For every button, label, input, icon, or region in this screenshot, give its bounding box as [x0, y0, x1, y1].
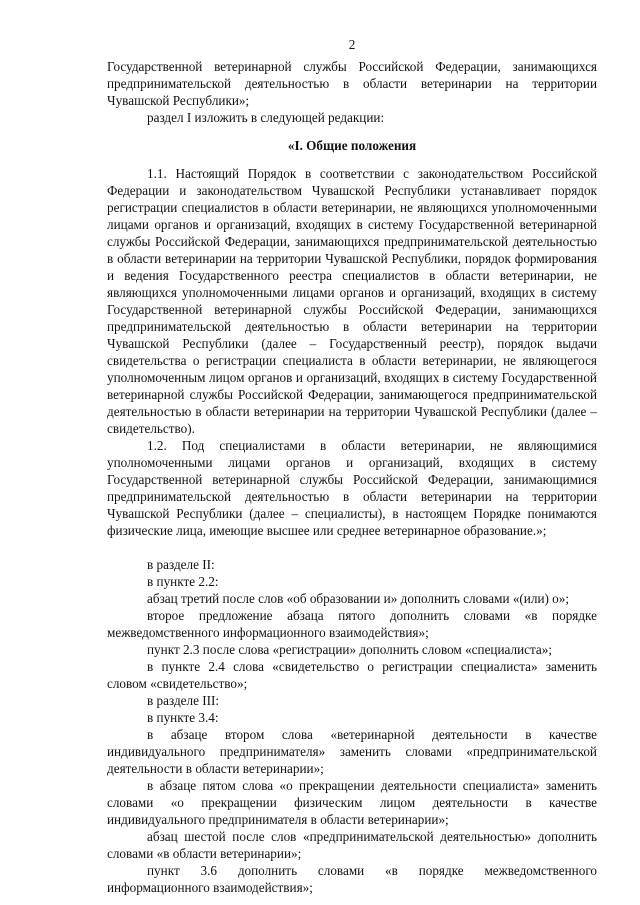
- intro-instruction: раздел I изложить в следующей редакции:: [147, 110, 385, 125]
- amendment-item: в абзаце втором слова «ветеринарной деятельности в качестве индивидуального предпринимателя» заменить словами «предпринимательской деятельности в области ветеринарии»;: [107, 727, 597, 776]
- section-heading: «I. Общие положения: [287, 138, 417, 153]
- amendment-item: абзац третий после слов «об образовании и» дополнить словами «(или) о»;: [147, 591, 570, 606]
- page-number: 2: [348, 37, 356, 52]
- amendment-item: пункт 3.6 дополнить словами «в порядке межведомственного информационного взаимодействия»;: [107, 863, 597, 895]
- amendment-item: в разделе III:: [147, 693, 220, 708]
- amendment-item: пункт 2.3 после слова «регистрации» дополнить словом «специалиста»;: [147, 642, 553, 657]
- amendment-item: в разделе II:: [147, 557, 215, 572]
- amendment-item: абзац шестой после слов «предпринимательской деятельностью» дополнить словами «в области ветеринарии»;: [107, 829, 597, 861]
- paragraph-1-2: 1.2. Под специалистами в области ветеринарии, не являющимися уполномоченными лицами органов и организаций, входящих в систему Государственной ветеринарной службы Российской Федерации, занимающимися предпринимательской деятельностью в области ветеринарии на территории Чувашской Республики (далее – специалисты), в настоящем Порядке понимаются физические лица, имеющие высшее или среднее ветеринарное образование.»;: [107, 438, 597, 538]
- amendment-item: в пункте 2.4 слова «свидетельство о регистрации специалиста» заменить словом «свидетельство»;: [107, 659, 597, 691]
- spacer: [107, 539, 597, 556]
- amendment-item: в абзаце пятом слова «о прекращении деятельности специалиста» заменить словами «о прекращении физическим лицом деятельности в качестве индивидуального предпринимателя в области ветеринарии»;: [107, 778, 597, 827]
- amendment-item: в пункте 3.4:: [147, 710, 219, 725]
- paragraph-1-1: 1.1. Настоящий Порядок в соответствии с законодательством Российской Федерации и законодательством Чувашской Республики устанавливает порядок регистрации специалистов в области ветеринарии, не являющихся уполномоченными лицами органов и организаций, входящих в систему Государственной ветеринарной службы Российской Федерации, занимающихся предпринимательской деятельностью в области ветеринарии на территории Чувашской Республики, порядок формирования и ведения Государственного реестра специалистов в области ветеринарии, не являющихся уполномоченными лицами органов и организаций, входящих в систему Государственной ветеринарной службы Российской Федерации, занимающихся предпринимательской деятельностью в области ветеринарии на территории Чувашской Республики (далее – Государственный реестр), порядок выдачи свидетельства о регистрации специалиста в области ветеринарии, не являющегося уполномоченным лицом органов и организаций, входящих в систему Государственной ветеринарной службы Российской Федерации, занимающегося предпринимательской деятельностью в области ветеринарии на территории Чувашской Республики (далее – свидетельство).: [107, 166, 597, 436]
- document-page: [107, 36, 597, 896]
- amendment-item: второе предложение абзаца пятого дополнить словами «в порядке межведомственного информационного взаимодействия»;: [107, 608, 597, 640]
- amendment-item: в пункте 2.2:: [147, 574, 219, 589]
- intro-continuation: Государственной ветеринарной службы Российской Федерации, занимающихся предпринимательской деятельностью в области ветеринарии на территории Чувашской Республики»;: [107, 59, 597, 108]
